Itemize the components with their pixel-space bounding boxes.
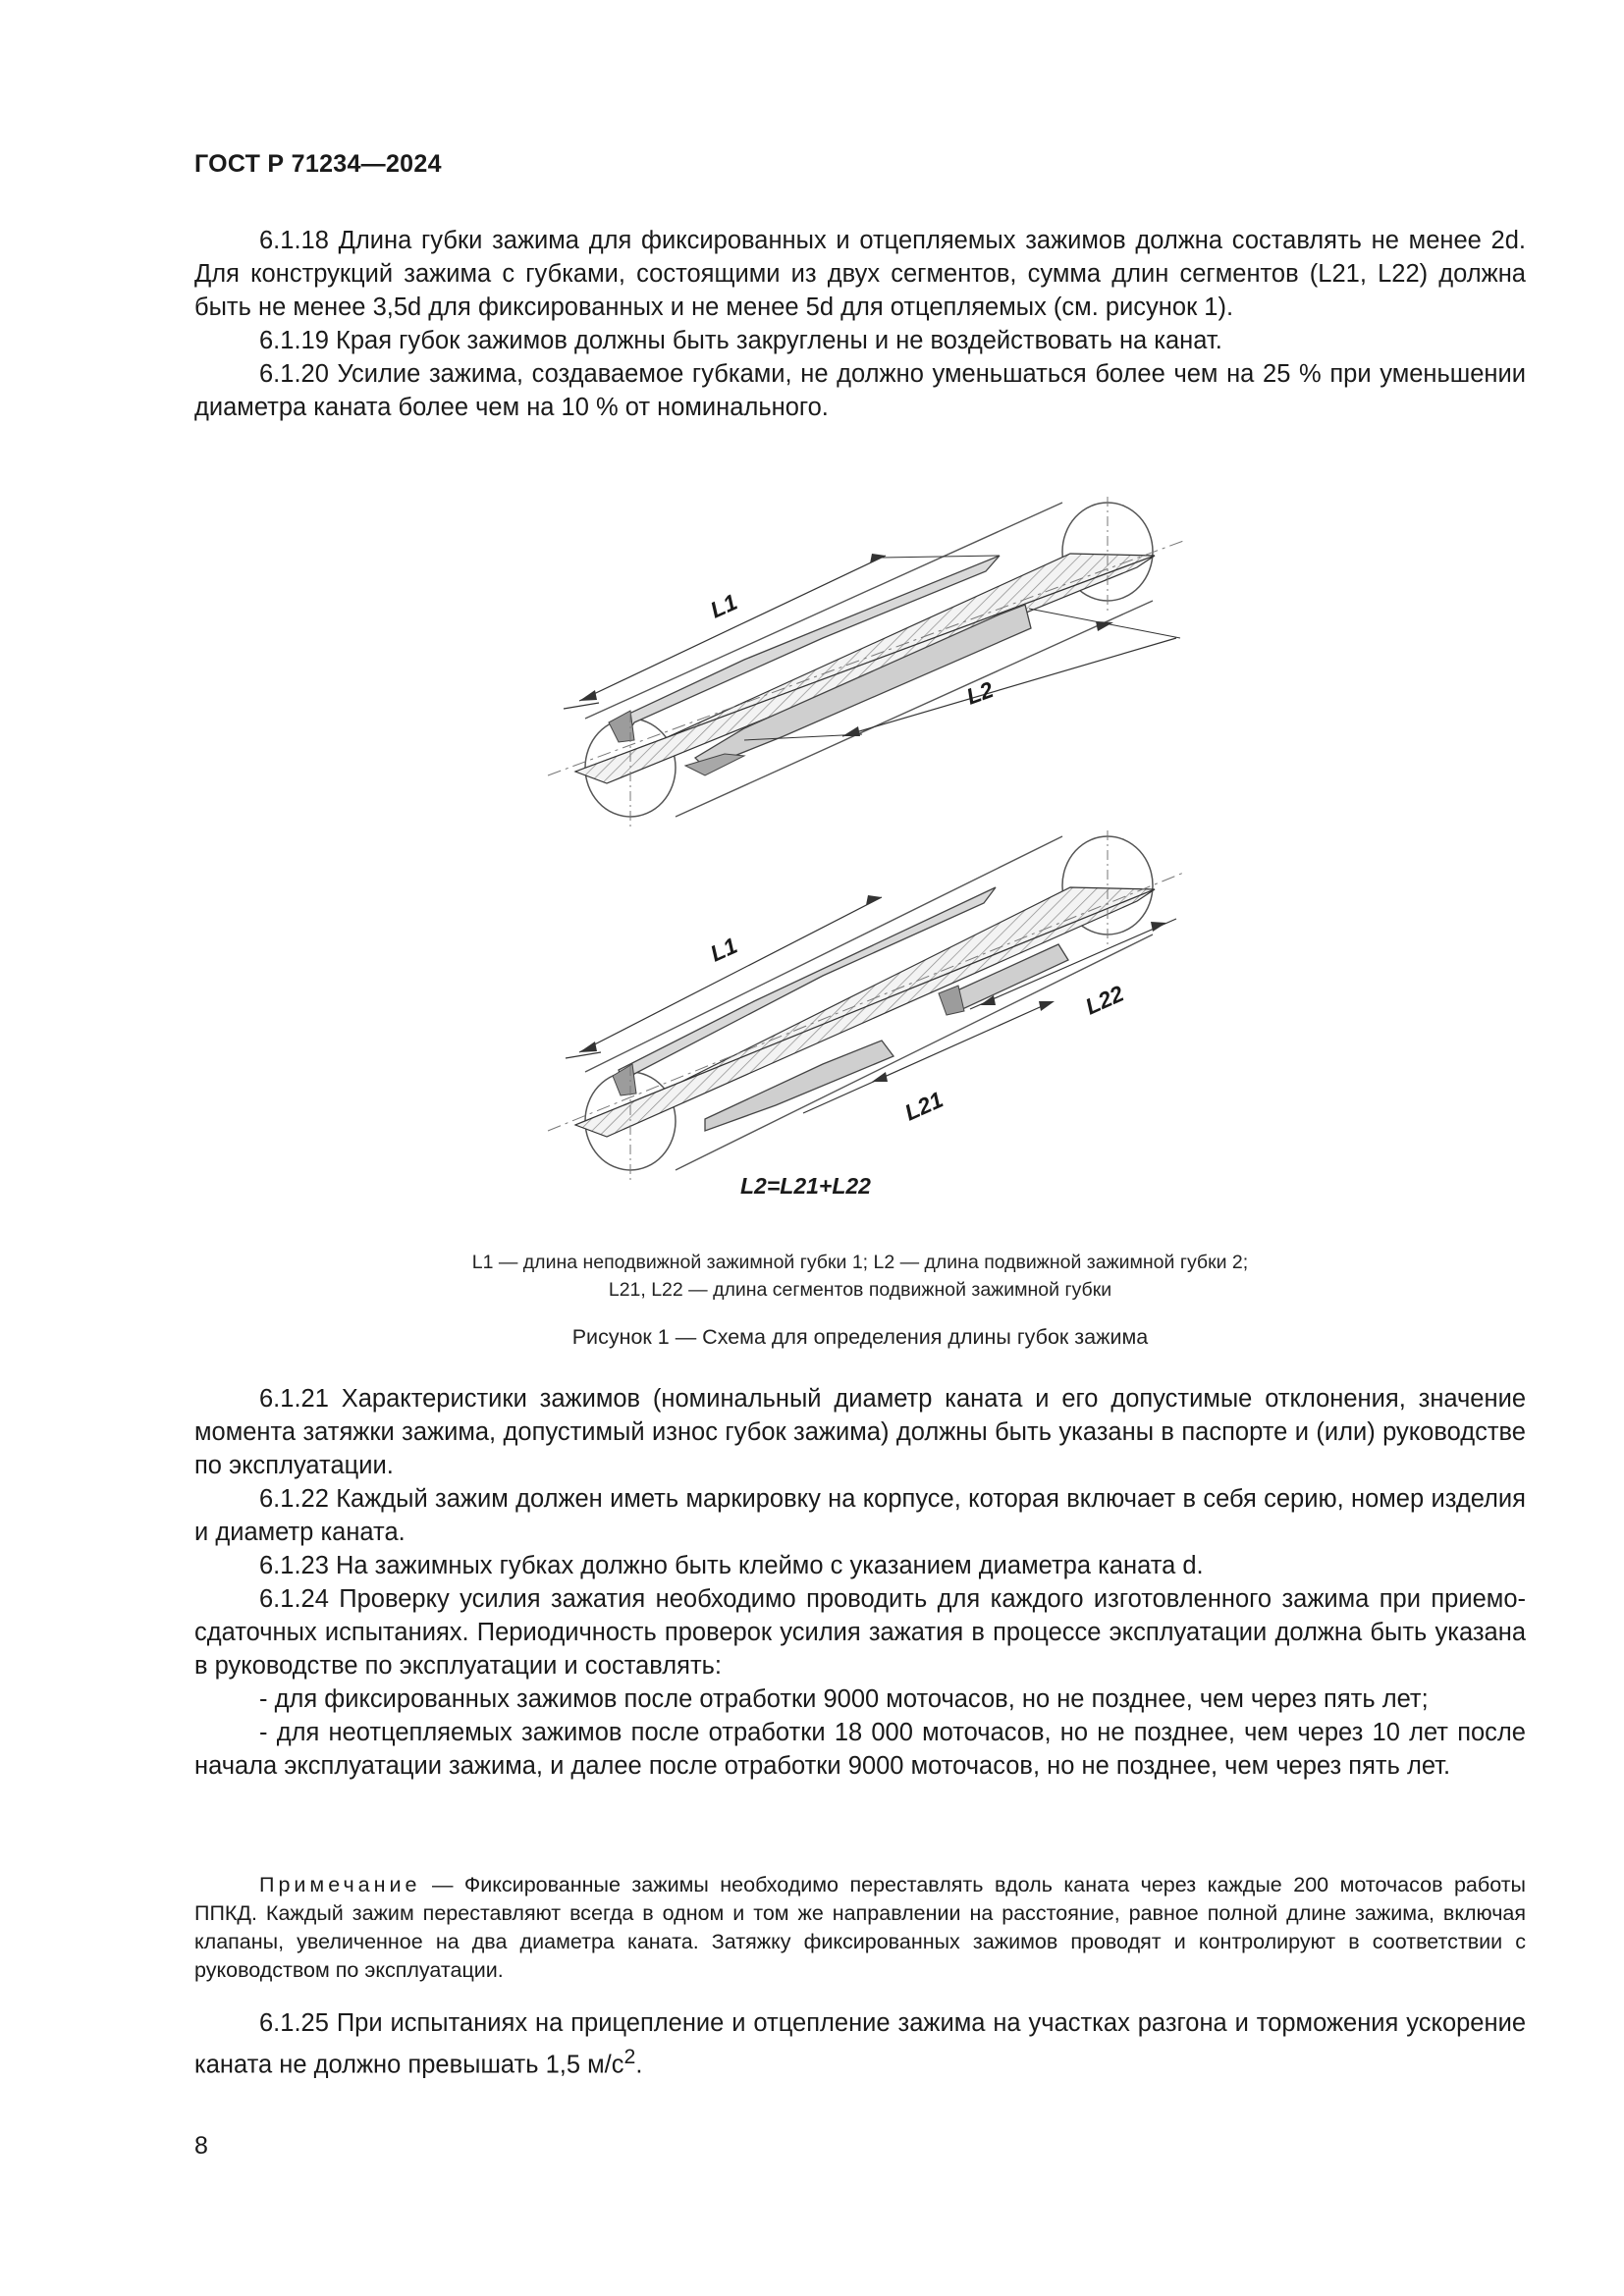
section-6-1-21-to-24 bbox=[194, 1382, 1526, 1783]
paragraph-6-1-25 bbox=[194, 2006, 1526, 2082]
note-text: — Фиксированные зажимы необходимо переставлять вдоль каната через каждые 200 моточасов работы ППКД. Каждый зажим переставляют всегда в одном и том же направлении на расстояние, равное полной длине зажима, включая клапаны, увеличенное на два диаметра каната. Затяжку фиксированных зажимов проводят и контролируют в соответствии с руководством по эксплуатации. bbox=[194, 1873, 1526, 1982]
paragraph-6-1-24: 6.1.24 Проверку усилия зажатия необходимо проводить для каждого изготовленного зажима при приемо-сдаточных испытаниях. Периодичность проверок усилия зажатия в процессе эксплуатации должна быть указана в руководстве по эксплуатации и составлять: bbox=[194, 1585, 1526, 1680]
clamp-jaw-diagram bbox=[194, 491, 1526, 1237]
paragraph-6-1-23: 6.1.23 На зажимных губках должно быть клеймо с указанием диаметра каната d. bbox=[259, 1552, 1204, 1579]
paragraph-6-1-18: 6.1.18 Длина губки зажима для фиксированных и отцепляемых зажимов должна составлять не менее 2d. Для конструкций зажима с губками, состоящими из двух сегментов, сумма длин сегментов (L21, L22) должна быть не менее 3,5d для фиксированных и не менее 5d для отцепляемых (см. рисунок 1). bbox=[194, 227, 1526, 321]
figure-1 bbox=[194, 491, 1526, 1237]
document-header: ГОСТ Р 71234—2024 bbox=[194, 150, 442, 178]
note-paragraph bbox=[194, 1871, 1526, 1985]
paragraph-6-1-25-end: . bbox=[635, 2051, 643, 2079]
paragraph-6-1-19: 6.1.19 Края губок зажимов должны быть закруглены и не воздействовать на канат. bbox=[259, 327, 1222, 354]
paragraph-6-1-20: 6.1.20 Усилие зажима, создаваемое губками, не должно уменьшаться более чем на 25 % при уменьшении диаметра каната более чем на 10 % от номинального. bbox=[194, 360, 1526, 421]
top-l1-label: L1 bbox=[706, 588, 741, 623]
section-6-1-18-to-20 bbox=[194, 224, 1526, 424]
section-6-1-25 bbox=[194, 2006, 1526, 2082]
figure-legend bbox=[194, 1249, 1526, 1304]
bottom-l1-label: L1 bbox=[706, 932, 741, 967]
note-block bbox=[194, 1871, 1526, 1985]
bottom-l21-label: L21 bbox=[900, 1086, 947, 1126]
list-item-fixed-clamps: - для фиксированных зажимов после отработки 9000 моточасов, но не позднее, чем через пять лет; bbox=[259, 1685, 1429, 1713]
paragraph-6-1-25-text: 6.1.25 При испытаниях на прицепление и отцепление зажима на участках разгона и торможения ускорение каната не должно превышать 1,5 м/с bbox=[194, 2009, 1526, 2079]
paragraph-6-1-21: 6.1.21 Характеристики зажимов (номинальный диаметр каната и его допустимые отклонения, значение момента затяжки зажима, допустимый износ губок зажима) должны быть указаны в паспорте и (или) руководстве по эксплуатации. bbox=[194, 1385, 1526, 1479]
top-clamp-drawing bbox=[548, 497, 1186, 827]
figure-legend-line-2: L21, L22 — длина сегментов подвижной зажимной губки bbox=[608, 1279, 1112, 1301]
figure-caption: Рисунок 1 — Схема для определения длины губок зажима bbox=[571, 1325, 1149, 1349]
page-number: 8 bbox=[194, 2132, 208, 2160]
list-item-non-detachable-clamps: - для неотцепляемых зажимов после отработки 18 000 моточасов, но не позднее, чем через 10 лет после начала эксплуатации зажима, и далее после отработки 9000 моточасов, но не позднее, чем через пять лет. bbox=[194, 1719, 1526, 1780]
superscript-2: 2 bbox=[623, 2045, 636, 2068]
bottom-l22-label: L22 bbox=[1081, 980, 1128, 1020]
formula-label: L2=L21+L22 bbox=[740, 1173, 871, 1199]
paragraph-6-1-22: 6.1.22 Каждый зажим должен иметь маркировку на корпусе, которая включает в себя серию, номер изделия и диаметр каната. bbox=[194, 1485, 1526, 1546]
note-label: Примечание bbox=[259, 1873, 421, 1896]
figure-legend-line-1: L1 — длина неподвижной зажимной губки 1; L2 — длина подвижной зажимной губки 2; bbox=[471, 1252, 1249, 1273]
top-l2-label: L2 bbox=[962, 676, 997, 710]
